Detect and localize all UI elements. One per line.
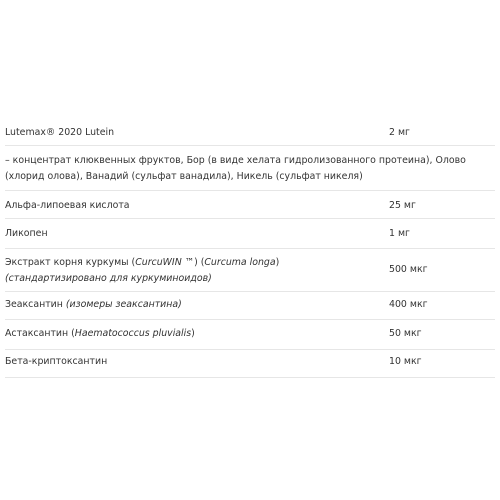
ingredient-name	[5, 297, 375, 313]
ingredient-name: Бета-криптоксантин	[5, 356, 108, 367]
table-row	[5, 319, 495, 350]
name-part: Зеаксантин	[5, 299, 66, 310]
table-row	[5, 145, 495, 191]
name-part-italic: (изомеры зеаксантина)	[65, 299, 182, 310]
name-part: )	[191, 328, 195, 339]
table-row	[5, 190, 495, 219]
table-row	[5, 218, 495, 249]
ingredient-amount: 500 мкг	[389, 264, 428, 275]
ingredient-amount: 2 мг	[389, 127, 410, 138]
ingredient-name: Lutemax® 2020 Lutein	[5, 127, 115, 138]
ingredient-note: – концентрат клюквенных фруктов, Бор (в виде хелата гидролизованного протеина), Олово (хлорид олова), Ванадий (сульфат ванадила), Никель (сульфат никеля)	[5, 155, 466, 182]
ingredient-amount: 25 мг	[389, 200, 416, 211]
name-part-italic: Haematococcus pluvialis	[74, 328, 192, 339]
ingredient-name: Альфа-липоевая кислота	[5, 200, 130, 211]
name-part-italic: CurcuWIN ™	[135, 257, 195, 268]
ingredient-amount: 400 мкг	[389, 299, 428, 310]
name-part: Астаксантин (	[5, 328, 75, 339]
ingredient-name: Ликопен	[5, 228, 48, 239]
table-row	[5, 349, 495, 378]
ingredient-name	[5, 255, 375, 287]
table-row	[5, 291, 495, 320]
name-part: )	[275, 257, 280, 268]
name-part-italic: (стандартизировано для куркуминоидов)	[5, 273, 212, 284]
name-part: ) (	[194, 257, 205, 268]
ingredient-amount: 50 мкг	[389, 328, 422, 339]
ingredient-name	[5, 326, 375, 342]
name-part: Экстракт корня куркумы (	[5, 257, 136, 268]
table-row	[5, 120, 495, 146]
name-part-italic: Curcuma longa	[204, 257, 276, 268]
table-row	[5, 248, 495, 292]
ingredient-amount: 10 мкг	[389, 356, 422, 367]
ingredient-amount: 1 мг	[389, 228, 410, 239]
